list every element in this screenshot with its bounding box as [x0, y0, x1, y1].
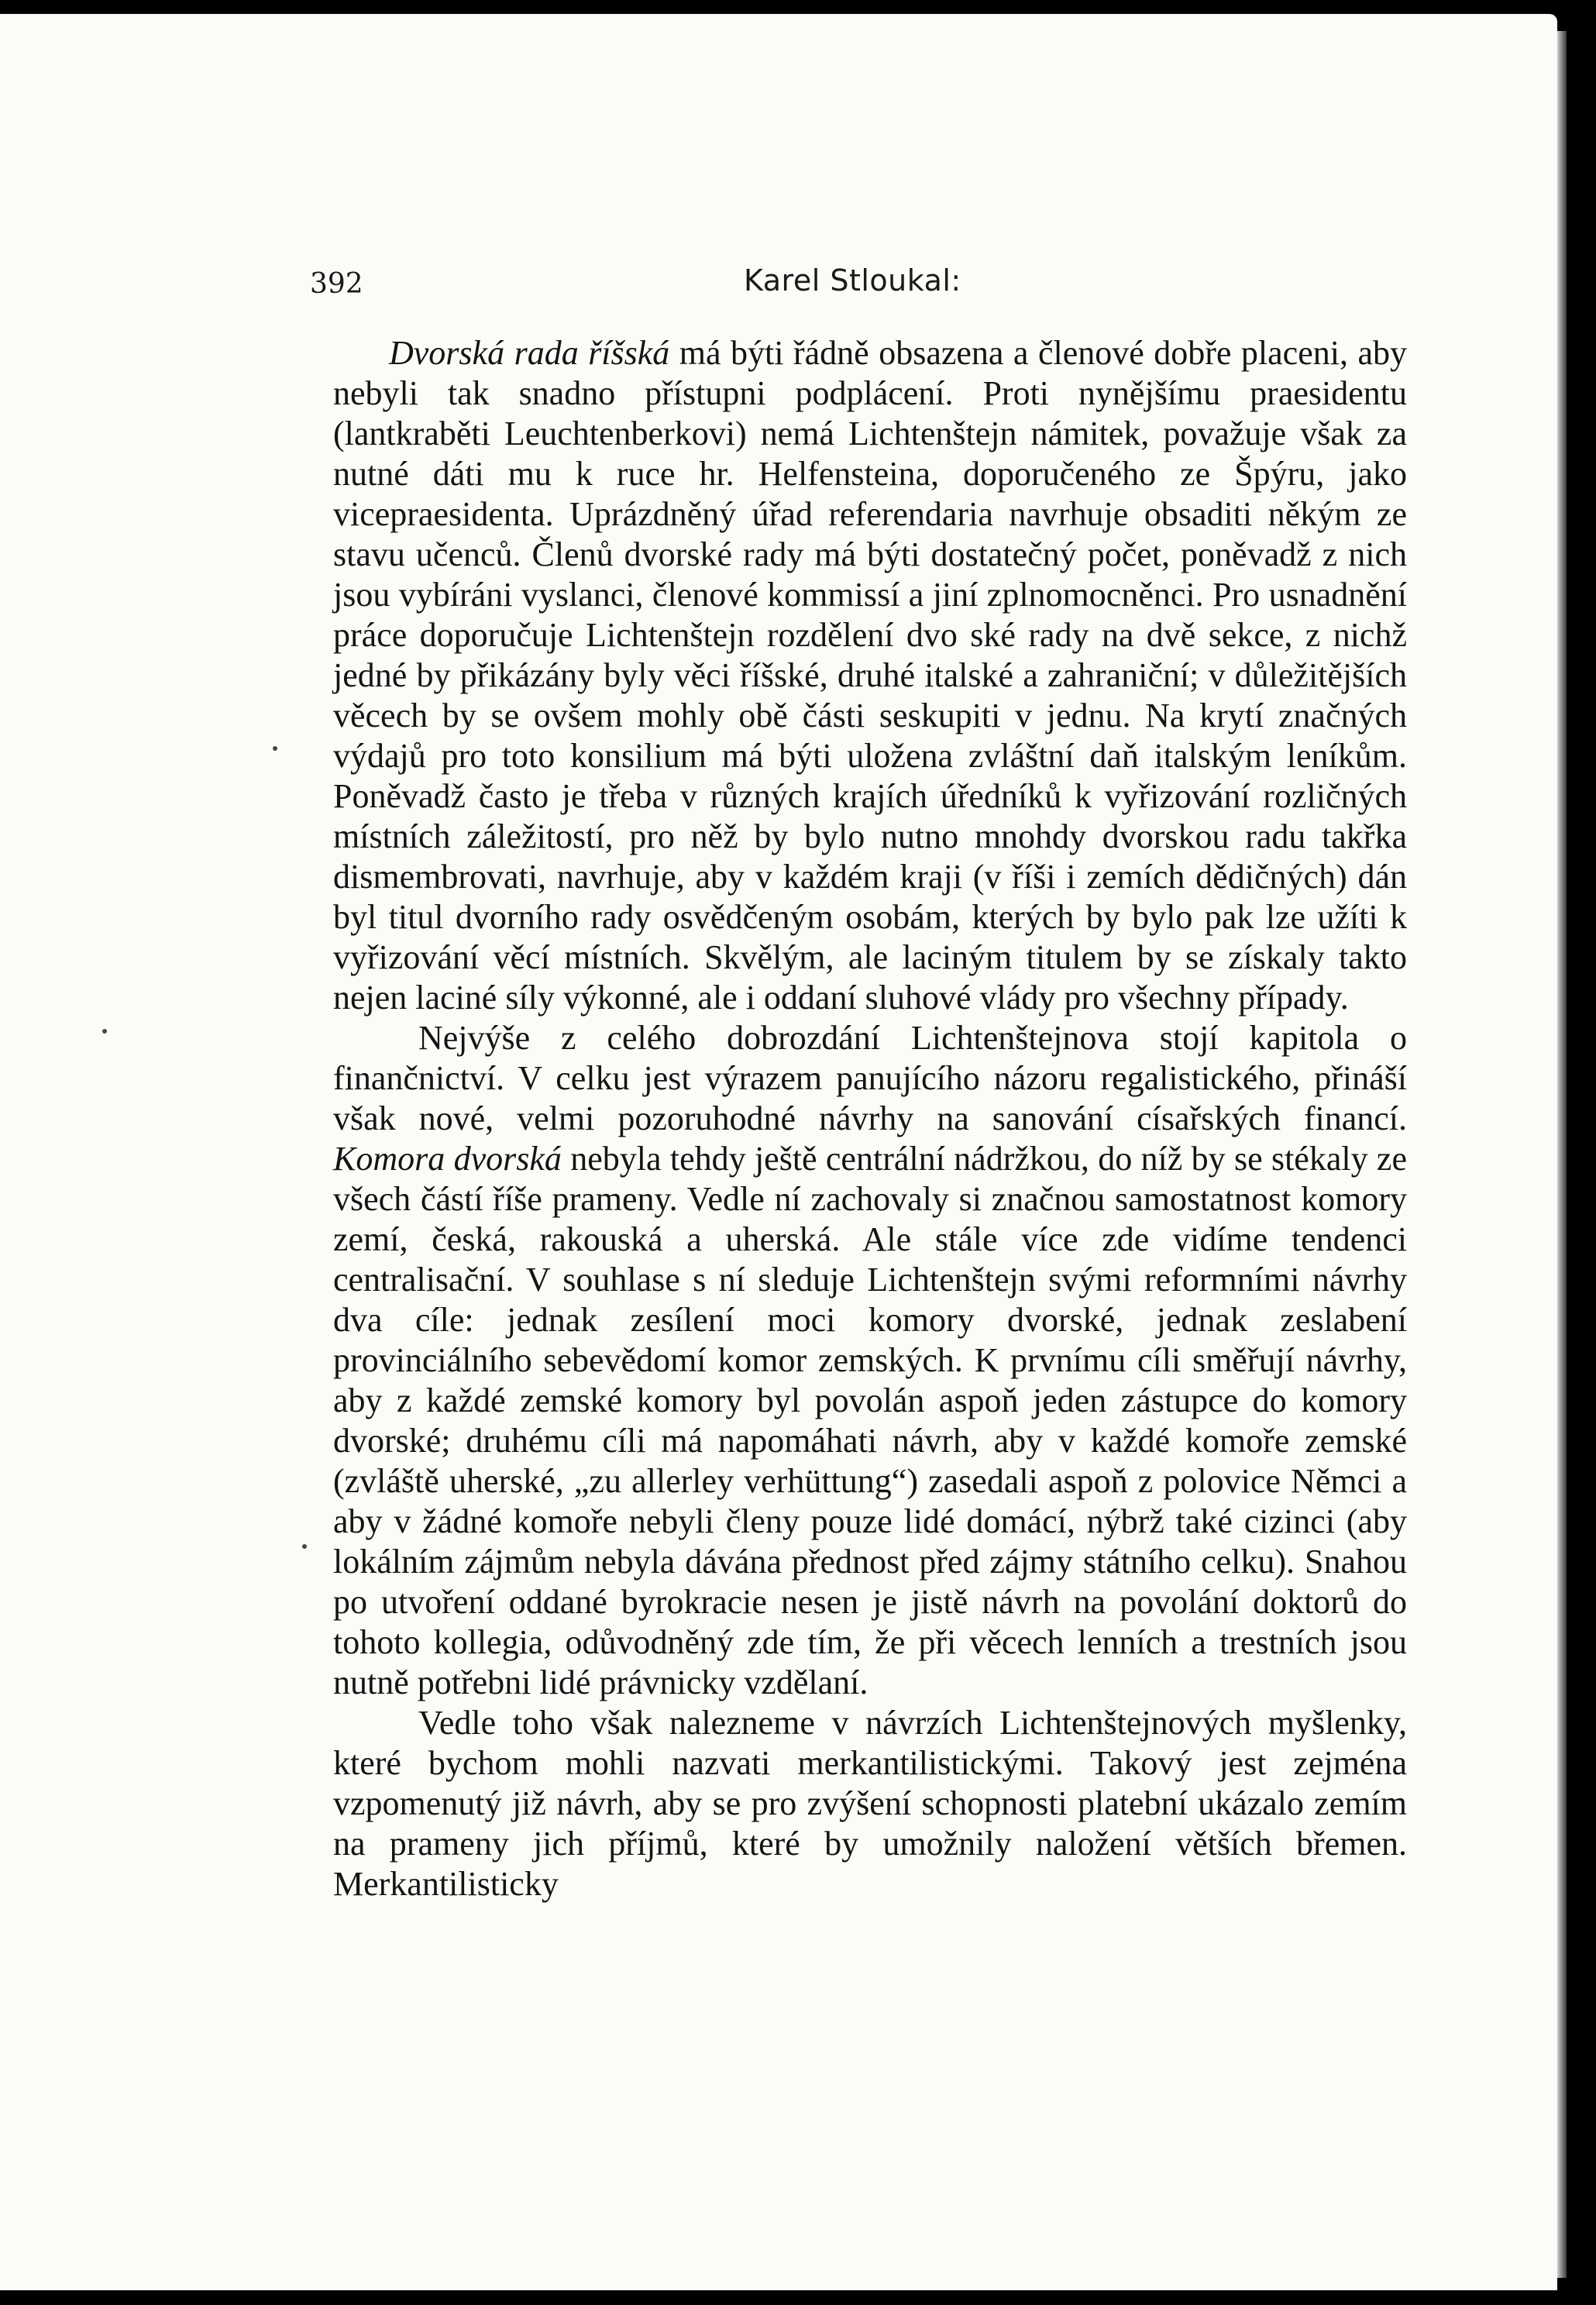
- paragraph-1-italic: Dvorská rada říšská: [389, 334, 670, 372]
- paragraph-2-text-b: nebyla tehdy ještě centrální nádržkou, do níž by se stékaly ze všech částí říše prameny. Vedle ní zachovaly si značnou samostatnost komory zemí, česká, rakouská a uherská. Ale stále více zde vidíme tendenci centralisační. V souhlase s ní sleduje Lichtenštejn svými reformními návrhy dva cíle: jednak zesílení moci komory dvorské, jednak zeslabení provinciálního sebevědomí komor zemských. K prvnímu cíli směřují návrhy, aby z každé zemské komory byl povolán aspoň jeden zástupce do komory dvorské; druhému cíli má napomáhati návrh, aby v každé komoře zemské (zvláště uherské, „zu allerley verhüttung“) zasedali aspoň z polovice Němci a aby v žádné komoře nebyli členy pouze lidé domácí, nýbrž také cizinci (aby lokálním zájmům nebyla dávána přednost před zájmy státního celku). Snahou po utvoření oddané byrokracie nesen je jistě návrh na povolání doktorů do tohoto kollegia, odůvodněný zde tím, že při věcech lenních a trestních jsou nutně potřebni lidé právnicky vzdělaní.: [333, 1140, 1407, 1701]
- running-head-author: Karel Stloukal:: [744, 263, 961, 298]
- running-head: [310, 263, 1410, 310]
- body-text: [333, 333, 1407, 1904]
- paragraph-1: [333, 333, 1407, 1018]
- paragraph-3: [333, 1703, 1407, 1904]
- paragraph-1-text: má býti řádně obsazena a členové dobře placeni, aby nebyli tak snadno přístupni podplácení. Proti nynějšímu praesidentu (lantkraběti Leuchtenberkovi) nemá Lichtenštejn námitek, považuje však za nutné dáti mu k ruce hr. Helfensteina, doporučeného ze Špýru, jako vicepraesidenta. Uprázdněný úřad referendaria navrhuje obsaditi někým ze stavu učenců. Členů dvorské rady má býti dostatečný počet, poněvadž z nich jsou vybíráni vyslanci, členové kommissí a jiní zplnomocněnci. Pro usnadnění práce doporučuje Lichtenštejn rozdělení dvo ské rady na dvě sekce, z nichž jedné by přikázány byly věci říšské, druhé italské a zahraniční; v důležitějších věcech by se ovšem mohly obě části seskupiti v jednu. Na krytí značných výdajů pro toto konsilium má býti uložena zvláštní daň italským leníkům. Poněvadž často je třeba v různých krajích úředníků k vyřizování rozličných místních záležitostí, pro něž by bylo nutno mnohdy dvorskou radu takřka dismembrovati, navrhuje, aby v každém kraji (v říši i zemích dědičných) dán byl titul dvorního rady osvědčeným osobám, kterých by bylo pak lze užíti k vyřizování věcí místních. Skvělým, ale laciným titulem by se získaly takto nejen laciné síly výkonné, ale i oddaní sluhové vlády pro všechny případy.: [333, 334, 1407, 1017]
- margin-speck: [273, 746, 277, 751]
- page-number: 392: [310, 268, 363, 300]
- page-edge-shadow: [1557, 31, 1567, 2278]
- paragraph-2: [333, 1018, 1407, 1703]
- margin-speck: [302, 1544, 307, 1549]
- paragraph-2-text-a: Nejvýše z celého dobrozdání Lichtenštejnova stojí kapitola o finančnictví. V celku jest výrazem panujícího názoru regalistického, přináší však nové, velmi pozoruhodné návrhy na sanování císařských financí.: [333, 1019, 1407, 1137]
- paragraph-2-italic: Komora dvorská: [333, 1140, 562, 1178]
- book-page: [0, 14, 1557, 2290]
- margin-speck: [102, 1029, 107, 1034]
- paragraph-3-text: Vedle toho však nalezneme v návrzích Lichtenštejnových myšlenky, které bychom mohli nazvati merkantilistickými. Takový jest zejména vzpomenutý již návrh, aby se pro zvýšení schopnosti platební ukázalo zemím na prameny jich příjmů, které by umožnily naložení větších břemen. Merkantilisticky: [333, 1704, 1407, 1903]
